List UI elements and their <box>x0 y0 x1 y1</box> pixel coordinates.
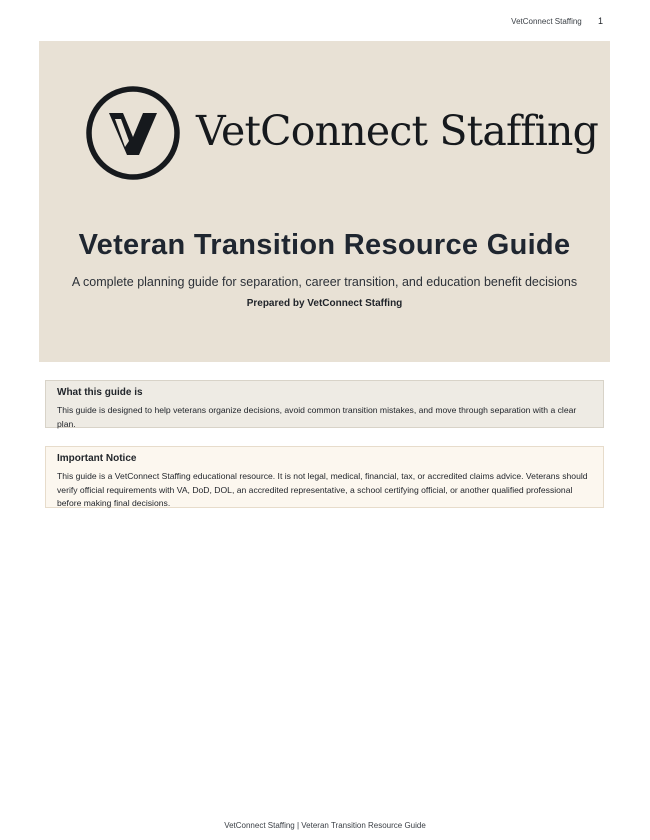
header-company: VetConnect Staffing <box>511 17 582 26</box>
what-box-body: This guide is designed to help veterans organize decisions, avoid common transition mistakes, and move through separation with a clear plan. <box>57 405 577 429</box>
important-notice-box <box>45 446 604 508</box>
page-footer: VetConnect Staffing | Veteran Transition Resource Guide <box>224 821 426 830</box>
notice-box-body: This guide is a VetConnect Staffing educational resource. It is not legal, medical, financial, tax, or accredited claims advice. Veterans should verify official requirements with VA, DoD, DOL, an accredited representative, a school certifying official, or another qualified professional before making final decisions. <box>57 471 588 508</box>
running-header <box>511 16 603 26</box>
prepared-by: Prepared by VetConnect Staffing <box>246 298 403 309</box>
page-title: Veteran Transition Resource Guide <box>78 229 571 261</box>
brand-name: VetConnect Staffing <box>196 107 599 155</box>
what-this-guide-is-box <box>45 380 604 428</box>
what-box-heading: What this guide is <box>57 387 143 398</box>
page-subtitle: A complete planning guide for separation, career transition, and education benefit decisions <box>71 275 578 289</box>
vetconnect-v-circle-logo-icon <box>85 85 181 181</box>
page-number: 1 <box>597 16 603 26</box>
cover-panel <box>39 41 610 362</box>
notice-box-heading: Important Notice <box>57 453 137 464</box>
